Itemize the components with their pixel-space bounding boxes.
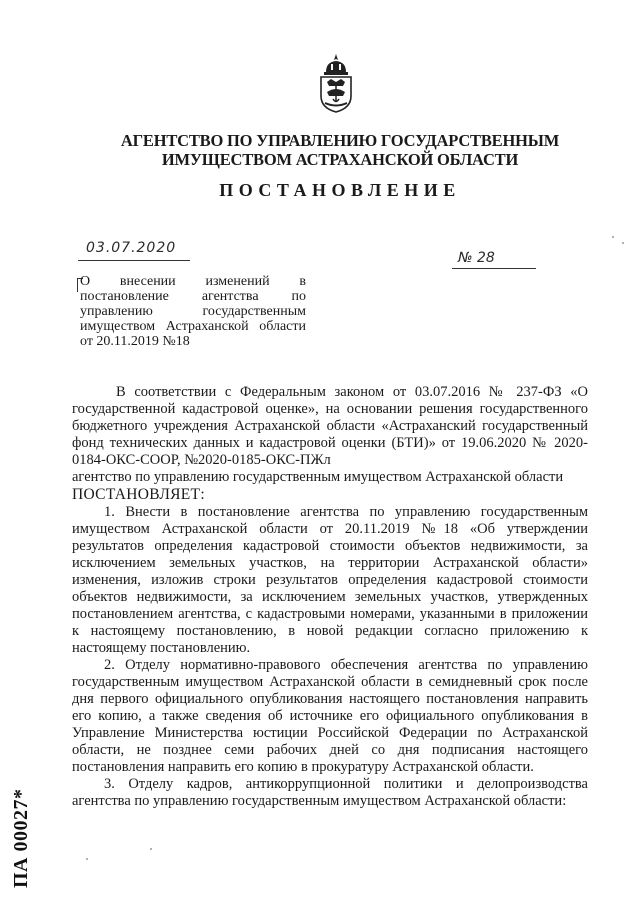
side-registration-stamp: ПА 00027* xyxy=(10,788,32,888)
item-1-paragraph: 1. Внести в постановление агентства по управлению государственным имуществом Астраханской области от 20.11.2019 №18 «Об утверждении результатов определения кадастровой стоимости объектов недвижимости, за исключением земельных участков, на территории Астраханской области» изменения, изложив строки результатов определения кадастровой стоимости объектов недвижимости, за исключением земельных участков, утвержденных постановлением агентства, с кадастровыми номерами, указанными в приложении к настоящему постановлению, в новой редакции согласно приложению к настоящему постановлению. xyxy=(72,504,588,656)
preamble-tail: агентство по управлению государственным имуществом Астраханской области xyxy=(72,469,564,485)
document-body xyxy=(72,384,588,810)
document-number: № 28 xyxy=(458,250,495,266)
scan-speck xyxy=(86,858,88,860)
agency-name-line1: АГЕНТСТВО ПО УПРАВЛЕНИЮ ГОСУДАРСТВЕННЫМ xyxy=(120,131,560,150)
document-type-title: ПОСТАНОВЛЕНИЕ xyxy=(219,180,461,200)
resolve-heading: ПОСТАНОВЛЯЕТ: xyxy=(72,486,205,503)
date-underline xyxy=(78,260,190,261)
agency-name xyxy=(80,131,600,169)
subject-text: О внесении изменений в постановление агентства по управлению государственным имуществом Астраханской области от 20.11.2019 №18 xyxy=(80,274,306,349)
document-subject xyxy=(80,274,306,349)
scan-speck xyxy=(622,242,624,244)
subject-bracket xyxy=(77,278,83,292)
item-2-paragraph: 2. Отделу нормативно-правового обеспечения агентства по управлению государственным имуществом Астраханской области в семидневный срок после дня первого официального опубликования настоящего постановления направить его копию, а также сведения об источнике его официального опубликования в Управление Министерства юстиции Российской Федерации по Астраханской области, не позднее семи рабочих дней со дня подписания настоящего постановления направить его копию в прокуратуру Астраханской области. xyxy=(72,657,588,775)
number-underline xyxy=(452,268,536,269)
scan-speck xyxy=(612,236,614,238)
item-3-paragraph: 3. Отделу кадров, антикоррупционной политики и делопроизводства агентства по управлению государственным имуществом Астраханской области: xyxy=(72,776,588,809)
document-date: 03.07.2020 xyxy=(86,240,177,256)
scan-speck xyxy=(150,848,152,850)
coat-of-arms-icon xyxy=(316,52,356,114)
agency-name-line2: ИМУЩЕСТВОМ АСТРАХАНСКОЙ ОБЛАСТИ xyxy=(161,150,519,169)
preamble-paragraph: В соответствии с Федеральным законом от 03.07.2016 № 237-ФЗ «О государственной кадастровой оценке», на основании решения государственного бюджетного учреждения Астраханской области «Астраханский государственный фонд технических данных и кадастровой оценки (БТИ)» от 19.06.2020 № 2020-0184-ОКС-СООР, №2020-0185-ОКС-ПЖл xyxy=(72,384,588,468)
